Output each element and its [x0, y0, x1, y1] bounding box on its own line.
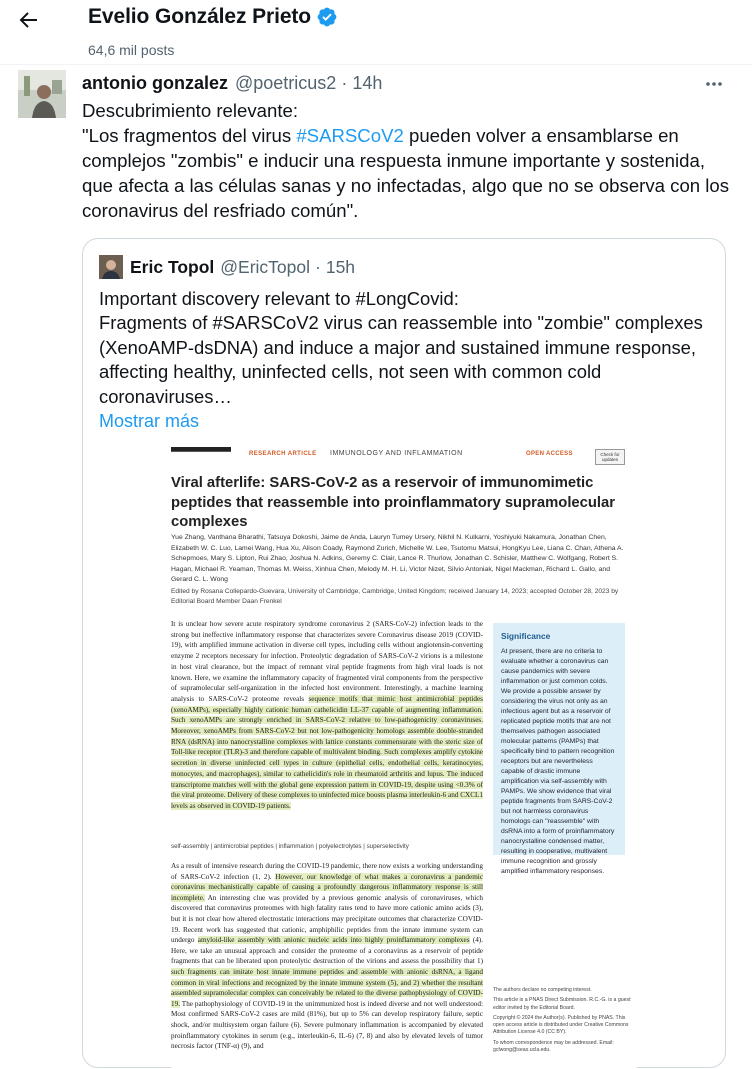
paper-abstract [171, 619, 483, 865]
abstract-highlight: sequence motifs that mimic host antimicrobial peptides (xenoAMPs), especially highly cationic human cathelicidin LL-37 capable of augmenting inflammation. Such xenoAMPs are strongly enriched in SARS-CoV-2 relative to low-pathogenicity coronaviruses. Moreover, xenoAMPs from SARS-CoV-2 but not low-pathogenicity homologs assemble double-stranded RNA (dsRNA) into nanocrystalline complexes with lattice constants commensurate with the steric size of Toll-like receptor (TLR)-3 and therefore capable of multivalent binding. Such complexes amplify cytokine secretion in diverse uninfected cell types in culture (epithelial cells, endothelial cells, keratinocytes, monocytes, and macrophages), similar to cathelicidin's role in rheumatoid arthritis and lupus. The induced transcriptome matches well with the global gene expression pattern in COVID-19, despite using <0.3% of the viral proteome. Delivery of these complexes to uninfected mice boosts plasma interleukin-6 and CXCL1 levels as observed in COVID-19 patients. [171, 694, 483, 810]
quoted-text-line: Important discovery relevant to #LongCovid: [99, 288, 459, 309]
quoted-tweet-card[interactable] [82, 238, 726, 1068]
quoted-avatar[interactable] [99, 255, 123, 279]
paper-footnotes [493, 987, 633, 1057]
tweet-time[interactable]: 14h [352, 73, 383, 93]
separator-dot: · [341, 73, 348, 93]
body-highlight: such fragments can imitate host innate immune peptides and assemble with anionic dsRNA, a ligand common in viral infections and recognized by the innate immune system (5), and 2) whether the resultant assembled supramolecular complex can conceivably be related to the diverse pathophysiology of COVID-19. [171, 967, 483, 1008]
body-highlight: amyloid-like assembly with anionic nucleic acids into highly proinflammatory complexes [197, 936, 470, 945]
tweet-text [82, 98, 732, 223]
footnote: To whom correspondence may be addressed. Email: gclwong@seas.ucla.edu. [493, 1039, 614, 1054]
separator-dot: · [315, 257, 321, 277]
quoted-author-handle[interactable]: @EricTopol [220, 257, 311, 277]
footnote: This article is a PNAS Direct Submission. R.C.-G. is a guest editor invited by the Editorial Board. [493, 997, 631, 1011]
check-updates-badge: Check for updates [595, 449, 625, 465]
paper-edited-by: Edited by Rosana Collepardo-Guevara, University of Cambridge, Cambridge, United Kingdom; received January 14, 2023; accepted October 28, 2023 by Editorial Board Member Daan Frenkel [171, 588, 619, 605]
quoted-tweet-time[interactable]: 15h [325, 257, 356, 277]
significance-box [493, 623, 625, 875]
more-options-icon[interactable] [704, 78, 724, 90]
quoted-tweet-header [130, 257, 355, 278]
header-divider [0, 64, 752, 65]
quoted-avatar-image [99, 255, 123, 279]
posts-count: 64,6 mil posts [88, 42, 175, 58]
show-more-link[interactable]: Mostrar más [99, 411, 200, 431]
footnote: The authors declare no competing interest. [493, 987, 592, 993]
body-text: An interesting clue was provided by a previous genomic analysis of coronaviruses, which discovered that coronavirus proteomes with high fatality rates tend to have more cationic amino acids (3), but it is not clear how altered electrostatic interactions may precipitate outcomes that characterize COVID-19. Recent work has suggested that cationic, amphiphilic peptides from the innate immune system can undergo [171, 893, 483, 945]
profile-name [88, 5, 338, 29]
body-text: As a result of intensive research during the COVID-19 pandemic, there now exists a working understanding of SARS-CoV-2 infection (1, 2). [171, 862, 483, 881]
profile-name-text: Evelio González Prieto [88, 5, 312, 28]
research-article-label: RESEARCH ARTICLE [249, 451, 317, 457]
verified-badge-icon [316, 6, 338, 28]
body-highlight: However, our knowledge of what makes a coronavirus a pandemic coronavirus mechanistically capable of causing a profoundly dangerous inflammatory response is still incomplete. [171, 872, 483, 902]
quoted-text-paragraph: Fragments of #SARSCoV2 virus can reassemble into "zombie" complexes (XenoAMP-dsDNA) and induce a major and sustained immune response, affecting healthy, uninfected cells, not seen with common cold coronaviruses… [99, 312, 703, 407]
pnas-logo [171, 447, 231, 459]
footnote: Copyright © 2024 the Author(s). Published by PNAS. This open access article is distributed under Creative Commons Attribution License 4.0 (CC BY). [493, 1014, 629, 1036]
open-access-label: OPEN ACCESS [526, 451, 573, 457]
paper-image[interactable] [171, 447, 637, 1069]
quoted-tweet-text [99, 287, 719, 409]
avatar-image [18, 70, 66, 118]
paper-body [171, 861, 483, 1069]
profile-header [0, 0, 752, 66]
tweet-author-name[interactable]: antonio gonzalez [82, 73, 228, 93]
significance-text: At present, there are no criteria to evaluate whether a coronavirus can cause pandemics with severe inflammation or just common colds. We provide a possible answer by considering the virus not only as an infectious agent but as a reservoir of replicated peptide motifs that are not themselves pathogen associated molecular patterns (PAMPs) that specifically bind to pattern recognition receptors but are nevertheless capable of drastic immune amplification via self-assembly with PAMPs. We show evidence that viral peptide fragments from SARS-CoV-2 but not harmless coronavirus homologs can "reassemble" with dsRNA into a form of proinflammatory nanocrystalline condensed matter, resulting in cooperative, multivalent immune recognition and grossly amplified inflammatory responses. [501, 648, 615, 875]
tweet-text-paragraph [82, 123, 732, 223]
tweet-text-segment: pueden volver a ensamblarse en complejos "zombis" e inducir una respuesta inmune importante y sostenida, que afecta a las células sanas y no infectadas, algo que no se observa con los coronavirus del resfriado común". [82, 125, 730, 221]
paper-topic: IMMUNOLOGY AND INFLAMMATION [330, 450, 463, 457]
tweet-text-line: Descubrimiento relevante: [82, 100, 298, 121]
hashtag-link[interactable]: #SARSCoV2 [296, 125, 404, 146]
paper-authors: Yue Zhang, Vanthana Bharathi, Tatsuya Dokoshi, Jaime de Anda, Lauryn Tumey Ursery, Nikhil N. Kulkarni, Yoshiyuki Nakamura, Jonathan Chen, Elizabeth W. C. Luo, Lamei Wang, Hua Xu, Alison Coady, Raymond Zurich, Michelle W. Lee, Tsutomu Matsui, HongKyu Lee, Liana C. Chan, Athena A. Schepmoes, Mary S. Lipton, Rui Zhao, Joshua N. Adkins, Geremy C. Clair, Lance R. Thurlow, Jonathan C. Schisler, Matthew C. Wolfgang, Robert S. Hagan, Michael R. Yeaman, Thomas M. Weiss, Xinhua Chen, Melody M. H. Li, Victor Nizet, Silvio Antoniak, Nigel Mackman, Richard L. Gallo, and Gerard C. L. Wong [171, 534, 624, 584]
body-text: (4). Here, we take an unusual approach and consider the proteome of a coronavirus as a reservoir of peptide fragments that can be liberated upon proteolytic destruction of the virions and assess the possibility that 1) [171, 936, 483, 966]
tweet-author-handle[interactable]: @poetricus2 [235, 73, 337, 93]
avatar[interactable] [18, 70, 66, 118]
quoted-author-name[interactable]: Eric Topol [130, 257, 215, 277]
paper-title: Viral afterlife: SARS-CoV-2 as a reservoir of immunomimetic peptides that reassemble into proinflammatory supramolecular complexes [171, 475, 616, 530]
abstract-text: It is unclear how severe acute respiratory syndrome coronavirus 2 (SARS-CoV-2) infection leads to the strong but ineffective inflammatory response that characterizes severe Coronavirus disease 2019 (COVID-19), with amplified immune activation in diverse cell types, including cells without angiotensin-converting enzyme 2 receptors necessary for infection. Proteolytic degradation of SARS-CoV-2 virions is a milestone in host viral clearance, but the impact of remnant viral peptide fragments from high viral loads is not known. Here, we examine the inflammatory capacity of fragmented viral components from the perspective of supramolecular self-organization in the infected host environment. Interestingly, a machine learning analysis to SARS-CoV-2 proteome reveals [171, 620, 483, 703]
tweet-header [82, 73, 382, 94]
paper-keywords: self-assembly | antimicrobial peptides | inflammation | polyelectrolytes | superselectivity [171, 843, 409, 850]
back-arrow-icon[interactable] [16, 8, 40, 32]
tweet-text-segment: "Los fragmentos del virus [82, 125, 297, 146]
body-text: The pathophysiology of COVID-19 in the unimmunized host is indeed diverse and not well understood: Most confirmed SARS-CoV-2 cases are mild (81%), but up to 5% can develop respiratory failure, septic shock, and/or multisystem organ failure (6). Severe pulmonary inflammation is accompanied by elevated proinflammatory cytokines in serum (e.g., interleukin-6, IL-6) (7, 8) and also by elevated levels of tumor necrosis factor (TNF-α) (9), and [171, 999, 483, 1051]
significance-title: Significance [501, 631, 551, 641]
